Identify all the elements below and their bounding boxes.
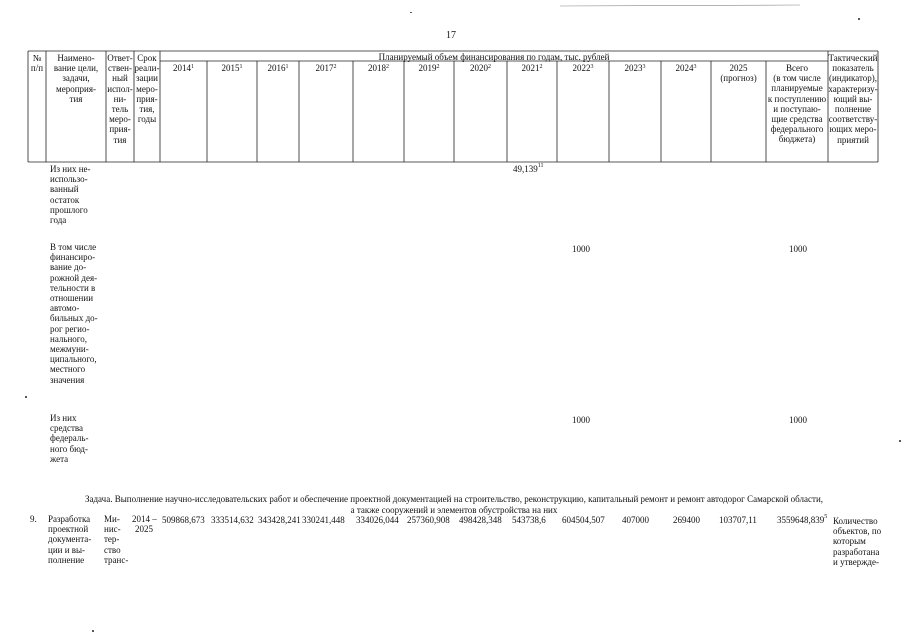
row-road-activity-name: В том числе финансиро- вание до- рожной дея- тельности в отношении автомо- бильных до- рог регио- нального, межмуни- ципального, местного значения bbox=[50, 242, 98, 385]
year-2020: 2020$^2$ bbox=[470, 63, 491, 73]
scan-speck bbox=[25, 396, 27, 398]
year-2014: 2014$^1$ bbox=[173, 63, 194, 73]
row9-2014: 509868,673 bbox=[162, 515, 205, 525]
header-responsible: Ответ- ствен- ный испол- ни- тель меро- прия- тия bbox=[107, 53, 133, 145]
year-2017: 2017$^2$ bbox=[315, 63, 337, 73]
row9-2022: 604504,507 bbox=[562, 515, 605, 525]
row-unused-remainder-2021: 49,139$^{11}$ bbox=[513, 163, 544, 174]
row9-2021: 543738,6 bbox=[512, 515, 546, 525]
year-2018: 2018$^2$ bbox=[368, 63, 389, 73]
task-text: Задача. Выполнение научно-исследовательских работ и обеспечение проектной документацией на строительство, реконструкцию, капитальный ремонт и ремонт автодорог Самарской области, а также сооружений и элементов обустройства на них bbox=[84, 494, 824, 515]
row9-name: Разработка проектной документа- ции и вы- полнение bbox=[48, 514, 92, 565]
header-indicator: Тактический показатель (индикатор), характеризу- ющий вы- полнение соответству- ющих меро- приятий bbox=[828, 53, 878, 145]
header-name: Наимено- вание цели, задачи, мероприя- тия bbox=[53, 53, 99, 104]
row9-2023: 407000 bbox=[622, 515, 649, 525]
year-2015: 2015$^1$ bbox=[221, 63, 243, 73]
row9-indicator: Количество объектов, по которым разработана и утвержде- bbox=[833, 516, 882, 567]
year-2021: 2021$^2$ bbox=[521, 63, 543, 73]
row9-2016: 343428,241 bbox=[258, 515, 301, 525]
scan-speck bbox=[410, 12, 412, 13]
scan-speck bbox=[899, 440, 901, 442]
row9-2020: 498428,348 bbox=[459, 515, 502, 525]
row-unused-remainder-name: Из них не- использо- ванный остаток прошлого года bbox=[50, 164, 91, 226]
row-federal-funds-name: Из них средства федераль- ного бюд- жета bbox=[50, 413, 89, 464]
row9-total: 3559648,839$^5$ bbox=[777, 514, 828, 525]
header-financing-group: Планируемый объем финансирования по годам, тыс. рублей bbox=[378, 52, 610, 62]
year-2025: 2025 (прогноз) bbox=[720, 63, 757, 84]
row9-2025: 103707,11 bbox=[719, 515, 757, 525]
year-2016: 2016$^1$ bbox=[267, 63, 289, 73]
year-2023: 2023$^3$ bbox=[624, 63, 646, 73]
header-total: Всего (в том числе планируемые к поступлению и поступаю- щие средства федерального бюджета) bbox=[767, 63, 827, 145]
row9-2024: 269400 bbox=[673, 515, 700, 525]
row9-2019: 257360,908 bbox=[407, 515, 450, 525]
row-federal-funds-2022: 1000 bbox=[572, 415, 590, 425]
row9-2018: 334026,044 bbox=[356, 515, 399, 525]
header-term: Срок реали- зации меро- прия- тия, годы bbox=[134, 53, 160, 125]
row9-2017: 330241,448 bbox=[302, 515, 345, 525]
scan-speck bbox=[858, 18, 860, 20]
row-road-activity-total: 1000 bbox=[789, 244, 807, 254]
row9-number: 9. bbox=[30, 514, 37, 524]
year-2024: 2024$^3$ bbox=[675, 63, 697, 73]
header-num: № п/п bbox=[30, 53, 44, 74]
page-number: 17 bbox=[446, 30, 456, 41]
year-2022: 2022$^3$ bbox=[572, 63, 594, 73]
row-road-activity-2022: 1000 bbox=[572, 244, 590, 254]
year-2019: 2019$^2$ bbox=[418, 63, 440, 73]
row9-term: 2014 – 2025 bbox=[132, 514, 157, 535]
scan-speck bbox=[92, 630, 94, 632]
row-federal-funds-total: 1000 bbox=[789, 415, 807, 425]
row9-responsible: Ми- нис- тер- ство транс- bbox=[104, 514, 129, 565]
row9-2015: 333514,632 bbox=[211, 515, 254, 525]
